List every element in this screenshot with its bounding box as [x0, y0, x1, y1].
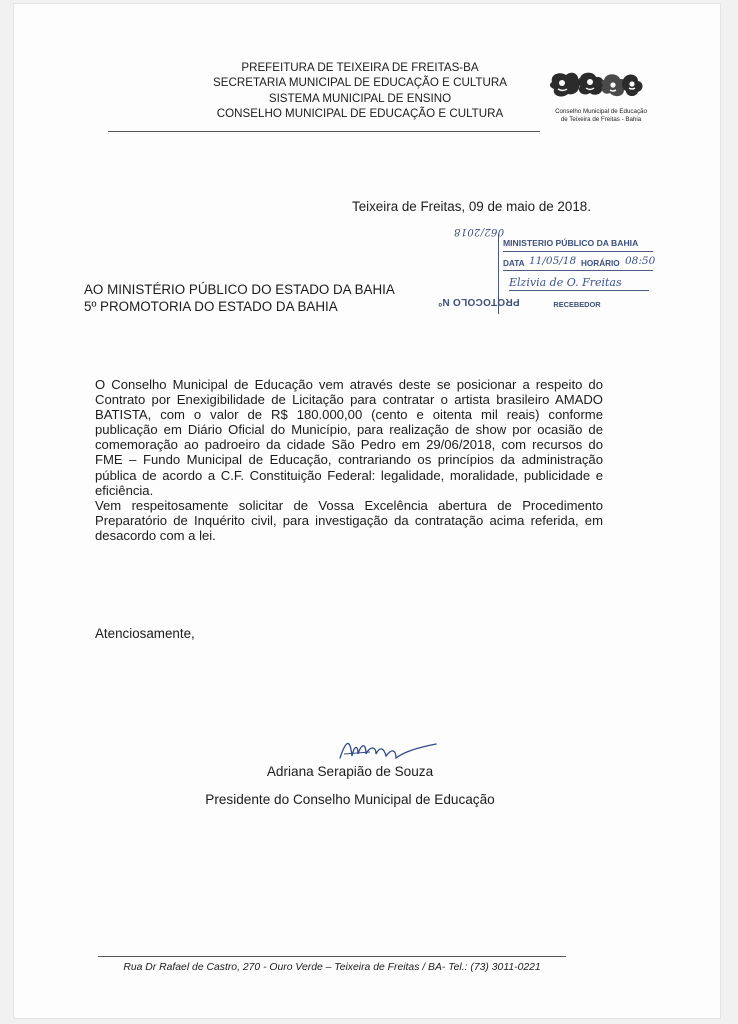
- council-logo-caption: [546, 108, 656, 123]
- letter-body: [95, 377, 603, 543]
- council-logo: [546, 68, 656, 123]
- council-logo-icon: [546, 68, 656, 102]
- addressee-line-2: 5º PROMOTORIA DO ESTADO DA BAHIA: [84, 298, 338, 314]
- body-paragraph-2: Vem respeitosamente solicitar de Vossa Excelência abertura de Procedimento Preparatório de Inquérito civil, para investigação da contratação acima referida, em desacordo com a lei.: [95, 497, 603, 543]
- addressee-block: [84, 282, 395, 315]
- stamp-protocol-label: PROTOCOLO Nº: [438, 295, 520, 307]
- stamp-time-label: HORÁRIO: [581, 259, 620, 268]
- signer-block: [150, 758, 550, 814]
- letterhead-line-conselho: CONSELHO MUNICIPAL DE EDUCAÇÃO E CULTURA: [216, 106, 504, 120]
- stamp-receiver-label: RECEBEDOR: [553, 300, 601, 309]
- date-line: Teixeira de Freitas, 09 de maio de 2018.: [352, 199, 591, 214]
- signer-title: Presidente do Conselho Municipal de Educação: [205, 792, 495, 807]
- footer-address: Rua Dr Rafael de Castro, 270 - Ouro Verde – Teixeira de Freitas / BA- Tel.: (73) 3011-0221: [123, 962, 541, 973]
- stamp-main: [501, 234, 656, 314]
- signer-name: Adriana Serapião de Souza: [266, 764, 434, 779]
- stamp-date-label: DATA: [503, 259, 525, 268]
- header-divider: [108, 131, 540, 132]
- receipt-stamp: [438, 225, 656, 314]
- letterhead-line-sistema: SISTEMA MUNICIPAL DE ENSINO: [268, 91, 452, 105]
- stamp-date-time-row: [503, 254, 656, 271]
- stamp-protocol-number: 062/2018: [453, 225, 505, 237]
- stamp-date-value: 11/05/18: [529, 255, 577, 267]
- stamp-time-value: 08:50: [625, 255, 656, 267]
- logo-caption-line-2: de Teixeira de Freitas - Bahia: [560, 115, 642, 123]
- letterhead-line-prefeitura: PREFEITURA DE TEIXEIRA DE FREITAS-BA: [241, 61, 479, 74]
- letterhead-line-secretaria: SECRETARIA MUNICIPAL DE EDUCAÇÃO E CULTURA: [213, 76, 507, 90]
- letterhead: [150, 60, 570, 121]
- body-paragraph-1: O Conselho Municipal de Educação vem através deste se posicionar a respeito do Contrato por Enexigibilidade de Licitação para contratar o artista brasileiro AMADO BATISTA, com o valor de R$ 180.000,00 (cento e oitenta mil reais) conforme publicação em Diário Oficial do Município, para realização de show por ocasião de comemoração ao padroeiro da cidade São Pedro em 29/06/2018, com recursos do FME – Fundo Municipal de Educação, contrariando os princípios da administração pública de acordo a C.F. Constituição Federal: legalidade, moralidade, publicidade e eficiência.: [95, 377, 603, 498]
- logo-caption-line-1: Conselho Municipal de Educação: [555, 108, 647, 115]
- closing-salutation: Atenciosamente,: [95, 626, 195, 641]
- addressee-line-1: AO MINISTÉRIO PÚBLICO DO ESTADO DA BAHIA: [84, 282, 395, 297]
- footer-divider: [98, 956, 566, 957]
- stamp-receiver-signature: Elzivia de O. Freitas: [509, 276, 649, 291]
- stamp-title: MINISTERIO PÚBLICO DA BAHIA: [503, 238, 653, 252]
